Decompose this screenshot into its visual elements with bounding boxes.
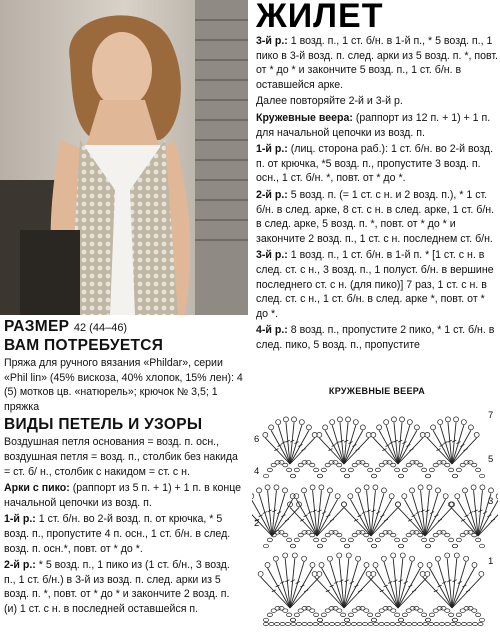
row7-fan [400, 417, 405, 422]
base-chain-stitch [307, 622, 312, 625]
row4-chain-arch [456, 538, 461, 542]
base-chain-stitch [346, 622, 351, 625]
row1-chain-arch [314, 613, 319, 617]
row1-chain-arch [283, 609, 288, 613]
row4-chain-arch [348, 538, 353, 542]
row2-fan [425, 571, 430, 576]
instruction-row: 3-й р.: 1 возд. п., 1 ст. б/н. в 1-й п. * [1 ст. с н. в след. ст. с н., 3 возд. п., 1 полуст. б/н. в вершине последнего ст. с н. (для пико)] 7 раз, 1 ст. с н. в след. ст. с н., 1 ст. б/н. в след. арке *, повт. от * до *. [256, 249, 494, 320]
row7-fan [330, 420, 335, 425]
row5-fan [310, 485, 315, 490]
row-number-7: 7 [488, 410, 494, 421]
row1-chain-arch [402, 613, 407, 617]
row4-chain-arch [422, 538, 427, 542]
base-chain-stitch [456, 622, 461, 625]
row7-fan [384, 420, 389, 425]
row5-fan [402, 494, 407, 499]
row4-chain-arch [429, 538, 434, 542]
row7-chain-arch [287, 468, 292, 472]
row2-fan [412, 590, 416, 592]
stitch-item: Воздушная петля основания = возд. п. осн., воздушная петля = возд. п., столбик без накида = ст. б/ н., столбик с накидом = ст. с н. [4, 436, 238, 478]
row7-chain-arch [425, 474, 430, 478]
row5-fan [265, 485, 270, 490]
stitch-item: 2-й р.: * 5 возд. п., 1 пико из (1 ст. б/н., 3 возд. п., 1 ст. б/н.) в 3-й из возд. п. след. арки из 5 возд. п. *, повт. от * до * и закончите 2 возд. п. (и) 1 ст. с н. в последней оставшейся п. [4, 559, 230, 615]
row5-fan [302, 488, 307, 493]
row7-chain-arch [290, 474, 295, 478]
row4-chain-arch [321, 538, 326, 542]
base-chain-stitch [401, 622, 406, 625]
base-chain-stitch [296, 622, 301, 625]
base-chain-stitch [412, 622, 417, 625]
row2-fan [337, 553, 342, 558]
row4-chain-arch [391, 533, 396, 537]
stitches-heading: ВИДЫ ПЕТЕЛЬ И УЗОРЫ [4, 416, 203, 434]
row7-chain-arch [368, 468, 373, 472]
row5-fan [384, 519, 388, 521]
row-number-6: 6 [254, 434, 260, 445]
row2-fan [273, 556, 278, 561]
row7-chain-arch [321, 468, 326, 472]
row1-chain-arch [425, 618, 430, 622]
row5-fan [294, 494, 299, 499]
row5-fan [471, 485, 476, 490]
row4-chain-arch [337, 533, 342, 537]
row2-fan [312, 571, 317, 576]
row7-fan [461, 420, 466, 425]
row7-fan [420, 432, 425, 437]
row4-chain-arch [368, 538, 373, 542]
row7-fan [302, 449, 306, 451]
row4-chain-arch [263, 544, 268, 548]
row1-chain-arch [364, 609, 369, 613]
row1-chain-arch [344, 618, 349, 622]
row2-fan [258, 571, 263, 576]
base-chain-stitch [478, 622, 483, 625]
row4-chain-arch [267, 538, 272, 542]
base-chain-stitch [368, 622, 373, 625]
row7-chain-arch [402, 468, 407, 472]
row1-chain-arch [263, 618, 268, 622]
row5-fan [461, 519, 465, 521]
row4-chain-arch [283, 533, 288, 537]
row5-fan [341, 502, 346, 507]
row7-fan [407, 420, 412, 425]
row7-fan [353, 420, 358, 425]
row1-chain-arch [395, 613, 400, 617]
row5-fan [427, 485, 432, 490]
row1-chain-arch [456, 613, 461, 617]
row7-fan [366, 432, 371, 437]
row2-fan [434, 590, 438, 592]
instruction-row: 2-й р.: 5 возд. п. (= 1 ст. с н. и 2 возд. п.), * 1 ст. б/н. в след. арке, 8 ст. с н. в след. арке, 1 ст. б/н. в след. арке, 5 возд. п. *, повт. от * до * и закончите 2 возд. п., 1 ст. с н. последнем ст. б/н. [256, 188, 495, 245]
row7-fan [464, 449, 468, 451]
row2-fan [302, 556, 307, 561]
row2-fan [304, 590, 308, 592]
row5-fan [364, 485, 369, 490]
row2-fan [371, 571, 376, 576]
row7-chain-arch [472, 463, 477, 467]
row7-fan [410, 449, 414, 451]
row7-chain-arch [391, 463, 396, 467]
row2-fan [381, 556, 386, 561]
row2-fan [435, 556, 440, 561]
base-chain-stitch [406, 622, 411, 625]
row5-fan [354, 519, 358, 521]
row1-chain-arch [317, 618, 322, 622]
row5-fan [300, 519, 304, 521]
row7-fan [263, 432, 268, 437]
row5-fan [408, 519, 412, 521]
row-number-1: 1 [488, 556, 494, 567]
row7-chain-arch [479, 474, 484, 478]
base-chain-stitch [461, 622, 466, 625]
row5-fan [443, 494, 448, 499]
instruction-row: 1-й р.: (лиц. сторона раб.): 1 ст. б/н. во 2-й возд. п. от крючка, *5 возд. п., пропустите 3 возд. п. осн., 1 ст. б/н. *, повт. от * до *. [256, 143, 494, 185]
row2-fan [400, 553, 405, 558]
instruction-row: Далее повторяйте 2-й и 3-й р. [256, 95, 403, 108]
row7-chain-arch [364, 463, 369, 467]
row5-fan [438, 519, 442, 521]
instruction-row: 4-й р.: 8 возд. п., пропустите 2 пико, * 1 ст. б/н. в след. пико, 5 возд. п., пропустите [256, 324, 495, 351]
row4-chain-arch [395, 538, 400, 542]
row7-chain-arch [314, 468, 319, 472]
row2-fan [479, 571, 484, 576]
base-chain-stitch [269, 622, 274, 625]
row7-fan [269, 425, 274, 430]
row5-fan [478, 507, 498, 536]
row5-fan [282, 488, 287, 493]
row1-chain-arch [479, 618, 484, 622]
row1-chain-arch [418, 609, 423, 613]
row7-fan [328, 449, 332, 451]
base-chain-stitch [439, 622, 444, 625]
row4-chain-arch [449, 538, 454, 542]
row7-chain-arch [348, 468, 353, 472]
row2-fan [464, 556, 469, 561]
row2-fan [366, 571, 371, 576]
base-chain-stitch [395, 622, 400, 625]
row2-fan [317, 571, 322, 576]
row2-fan [454, 553, 459, 558]
row5-fan [491, 519, 495, 521]
base-chain-stitch [423, 622, 428, 625]
row7-chain-arch [344, 474, 349, 478]
row4-chain-arch [341, 538, 346, 542]
row1-chain-arch [321, 613, 326, 617]
base-chain-stitch [472, 622, 477, 625]
row5-fan [257, 488, 262, 493]
row7-fan [431, 425, 436, 430]
row7-chain-arch [422, 468, 427, 472]
row4-chain-arch [317, 544, 322, 548]
instructions-right [256, 34, 498, 352]
row1-chain-arch [341, 613, 346, 617]
row7-fan [377, 425, 382, 430]
row4-chain-arch [290, 544, 295, 548]
row-number-5: 5 [488, 454, 494, 465]
row2-fan [356, 556, 361, 561]
row1-chain-arch [294, 613, 299, 617]
row4-chain-arch [476, 538, 481, 542]
base-chain-stitch [357, 622, 362, 625]
row7-fan [454, 417, 459, 422]
row2-fan [373, 562, 378, 567]
row7-chain-arch [263, 474, 268, 478]
row7-fan [337, 417, 342, 422]
row2-fan [472, 562, 477, 567]
materials-heading: ВАМ ПОТРЕБУЕТСЯ [4, 337, 164, 354]
row2-fan [380, 590, 384, 592]
row7-fan [312, 432, 317, 437]
row-number-4: 4 [254, 466, 260, 477]
row1-chain-arch [267, 613, 272, 617]
row7-chain-arch [449, 468, 454, 472]
row2-fan [418, 562, 423, 567]
row2-fan [265, 562, 270, 567]
row7-chain-arch [294, 468, 299, 472]
base-chain-stitch [445, 622, 450, 625]
row1-chain-arch [337, 609, 342, 613]
photo-illustration [0, 0, 248, 315]
row4-chain-arch [344, 544, 349, 548]
row5-fan [327, 488, 332, 493]
row1-chain-arch [476, 613, 481, 617]
base-chain-stitch [291, 622, 296, 625]
row7-fan [299, 420, 304, 425]
row2-fan [319, 562, 324, 567]
row1-chain-arch [445, 609, 450, 613]
row1-chain-arch [429, 613, 434, 617]
size-heading: РАЗМЕР 42 (44–46) [4, 318, 128, 335]
row5-fan [330, 519, 334, 521]
row2-fan [358, 590, 362, 592]
row7-fan [356, 449, 360, 451]
row7-fan [425, 432, 430, 437]
row7-chain-arch [395, 468, 400, 472]
row5-fan [335, 494, 340, 499]
base-chain-stitch [313, 622, 318, 625]
base-chain-stitch [362, 622, 367, 625]
row4-chain-arch [294, 538, 299, 542]
row7-fan [438, 420, 443, 425]
base-chain-stitch [302, 622, 307, 625]
row1-chain-arch [449, 613, 454, 617]
row7-chain-arch [456, 468, 461, 472]
row1-chain-arch [422, 613, 427, 617]
row5-fan [252, 494, 254, 499]
chart-title: КРУЖЕВНЫЕ ВЕЕРА [328, 386, 426, 396]
row1-chain-arch [452, 618, 457, 622]
base-chain-stitch [274, 622, 279, 625]
base-chain-stitch [280, 622, 285, 625]
row5-fan [348, 494, 353, 499]
row7-chain-arch [445, 463, 450, 467]
instruction-row: Кружевные веера: (раппорт из 12 п. + 1) + 1 п. для начальной цепочки из возд. п. [256, 111, 491, 139]
row7-chain-arch [341, 468, 346, 472]
row4-chain-arch [310, 533, 315, 537]
base-chain-stitch [434, 622, 439, 625]
row7-chain-arch [418, 463, 423, 467]
row4-chain-arch [375, 538, 380, 542]
row1-chain-arch [310, 609, 315, 613]
row7-fan [292, 417, 297, 422]
row7-chain-arch [267, 468, 272, 472]
row1-chain-arch [368, 613, 373, 617]
row7-chain-arch [337, 463, 342, 467]
row1-chain-arch [375, 613, 380, 617]
row7-chain-arch [429, 468, 434, 472]
row4-chain-arch [287, 538, 292, 542]
base-chain-stitch [373, 622, 378, 625]
row4-chain-arch [425, 544, 430, 548]
row5-fan [395, 502, 400, 507]
instructions-left [4, 318, 244, 617]
row7-chain-arch [398, 474, 403, 478]
materials-text: Пряжа для ручного вязания «Phildar», серии «Phil lin» (45% вискоза, 40% хлопок, 15% лен): 4 (5) мотков цв. «натюрель»; крючок № 3,5; 1 пряжка [4, 357, 243, 413]
row5-fan [480, 485, 485, 490]
row5-fan [488, 488, 493, 493]
row2-fan [364, 562, 369, 567]
row5-fan [285, 519, 289, 521]
row1-chain-arch [391, 609, 396, 613]
row7-chain-arch [317, 474, 322, 478]
row7-chain-arch [476, 468, 481, 472]
row5-fan [435, 488, 440, 493]
row4-chain-arch [364, 533, 369, 537]
row4-chain-arch [452, 544, 457, 548]
row5-fan [410, 488, 415, 493]
row7-chain-arch [375, 468, 380, 472]
row2-fan [326, 590, 330, 592]
row1-chain-arch [371, 618, 376, 622]
row7-fan [306, 425, 311, 430]
row7-fan [323, 425, 328, 430]
base-chain-stitch [467, 622, 472, 625]
row2-fan [410, 556, 415, 561]
stitch-item: 1-й р.: 1 ст. б/н. во 2-й возд. п. от крючка, * 5 возд. п., пропустите 4 п. осн., 1 ст. б/н. в след. возд. п. осн.*, повт. от * до *. [4, 513, 231, 555]
row5-fan [463, 488, 468, 493]
row2-fan [283, 553, 288, 558]
row4-chain-arch [418, 533, 423, 537]
row7-fan [414, 425, 419, 430]
row1-chain-arch [472, 609, 477, 613]
row7-fan [474, 432, 479, 437]
row5-fan [356, 488, 361, 493]
row1-chain-arch [290, 618, 295, 622]
row5-fan [418, 485, 423, 490]
row7-chain-arch [310, 463, 315, 467]
row2-fan [445, 553, 450, 558]
instruction-row: 3-й р.: 1 возд. п., 1 ст. б/н. в 1-й п., * 5 возд. п., 1 пико в 3-й возд. п. след. арки из 5 возд. п. *, повт. от * до * и закончите 5 возд. п., 1 ст. б/н. в оставшейся арке. [256, 35, 498, 91]
base-chain-stitch [263, 622, 268, 625]
row4-chain-arch [402, 538, 407, 542]
row1-chain-arch [287, 613, 292, 617]
row1-chain-arch [398, 618, 403, 622]
base-chain-stitch [390, 622, 395, 625]
row2-fan [310, 562, 315, 567]
row5-fan [455, 494, 460, 499]
row5-fan [381, 488, 386, 493]
row2-fan [272, 590, 276, 592]
row5-fan [496, 494, 498, 499]
base-chain-stitch [428, 622, 433, 625]
row-number-2: 2 [254, 518, 260, 529]
base-chain-stitch [335, 622, 340, 625]
row4-chain-arch [371, 544, 376, 548]
row2-fan [327, 556, 332, 561]
row2-fan [466, 590, 470, 592]
row7-fan [360, 425, 365, 430]
base-chain-stitch [318, 622, 323, 625]
row2-fan [427, 562, 432, 567]
base-chain-stitch [285, 622, 290, 625]
row4-chain-arch [479, 544, 484, 548]
row7-fan [445, 417, 450, 422]
row5-fan [373, 485, 378, 490]
row7-chain-arch [283, 463, 288, 467]
base-chain-stitch [417, 622, 422, 625]
row2-fan [420, 571, 425, 576]
base-chain-stitch [384, 622, 389, 625]
base-chain-stitch [351, 622, 356, 625]
row2-fan [292, 553, 297, 558]
row7-fan [468, 425, 473, 430]
page-title: ЖИЛЕТ [256, 0, 384, 35]
row7-fan [391, 417, 396, 422]
stitch-item: Арки с пико: (раппорт из 5 п. + 1) + 1 п. в конце начальной цепочки из возд. п. [4, 482, 242, 509]
row7-chain-arch [452, 474, 457, 478]
row7-fan [436, 449, 440, 451]
crochet-chart [252, 398, 498, 630]
row7-fan [283, 417, 288, 422]
base-chain-stitch [324, 622, 329, 625]
row5-fan [389, 494, 394, 499]
row7-fan [371, 432, 376, 437]
row4-chain-arch [314, 538, 319, 542]
size-value: 42 (44–46) [73, 322, 128, 334]
row7-fan [346, 417, 351, 422]
row7-fan [317, 432, 322, 437]
model-photo [0, 0, 248, 315]
row4-chain-arch [445, 533, 450, 537]
base-chain-stitch [379, 622, 384, 625]
row7-fan [276, 420, 281, 425]
base-chain-stitch [450, 622, 455, 625]
row-number-3: 3 [488, 496, 494, 507]
row7-fan [274, 449, 278, 451]
base-chain-stitch [340, 622, 345, 625]
row7-chain-arch [371, 474, 376, 478]
row2-fan [346, 553, 351, 558]
row4-chain-arch [398, 544, 403, 548]
row5-fan [274, 485, 279, 490]
row5-fan [319, 485, 324, 490]
base-chain-stitch [329, 622, 334, 625]
row2-fan [391, 553, 396, 558]
row1-chain-arch [348, 613, 353, 617]
row7-fan [382, 449, 386, 451]
crochet-chart-svg [252, 398, 498, 630]
